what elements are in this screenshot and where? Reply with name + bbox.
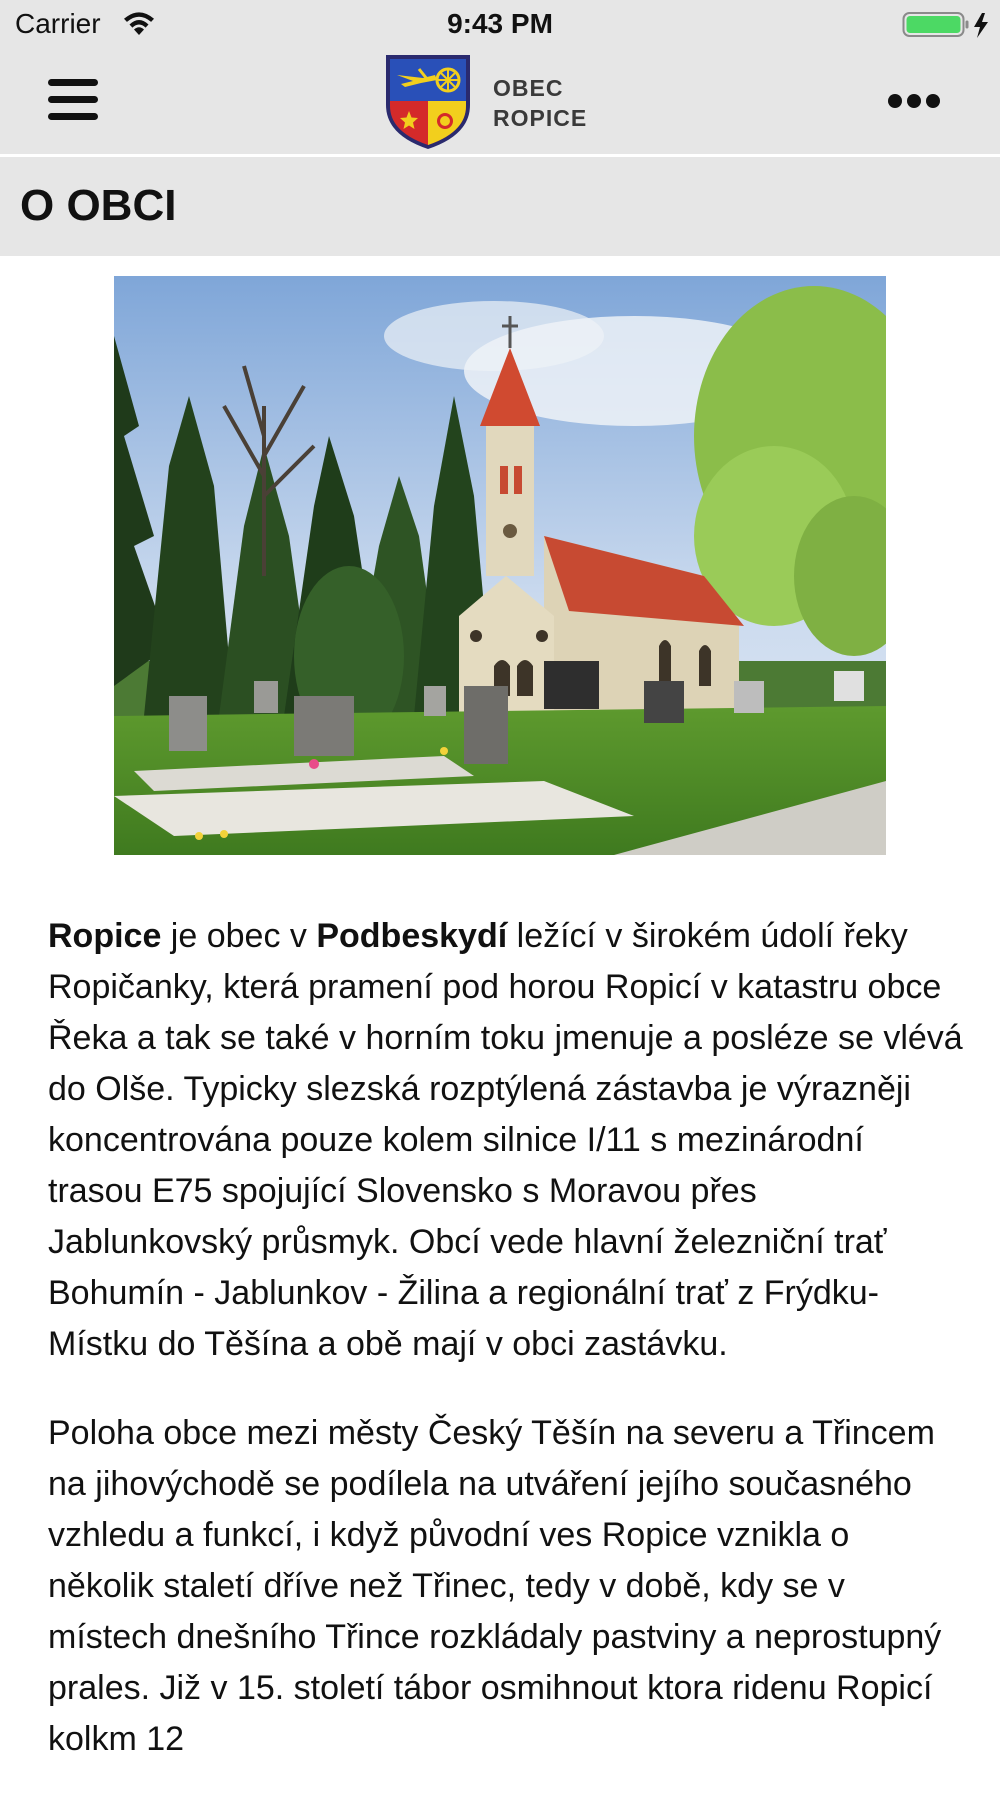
carrier-label: Carrier xyxy=(15,8,101,39)
battery-icon xyxy=(902,10,992,40)
article-p1-span-0: Ropice xyxy=(48,917,162,955)
logo-text xyxy=(493,73,587,133)
app-header xyxy=(0,50,1000,157)
church-photo xyxy=(114,276,886,855)
page-title: O OBCI xyxy=(20,181,177,230)
article-p1-span-2: Podbeskydí xyxy=(316,917,508,955)
page-title-bar xyxy=(0,157,1000,256)
article-paragraph-1 xyxy=(48,911,963,1370)
clock-label: 9:43 PM xyxy=(447,8,553,39)
logo-line-1: OBEC xyxy=(493,75,564,101)
more-icon[interactable] xyxy=(884,90,944,112)
article-p1-span-1: je obec v xyxy=(161,917,317,955)
article-p1-span-3: ležící v širokém údolí řeky Ropičanky, která pramení pod horou Ropicí v katastru obce Řeka a tak se také v horním toku jmenuje a posléze se vlévá do Olše. Typicky slezská rozptýlená zástavba je výrazněji koncentrována pouze kolem silnice I/11 s mezinárodní trasou E75 spojující Slovensko s Moravou přes Jablunkovský průsmyk. Obcí vede hlavní železniční trať Bohumín - Jablunkov - Žilina a regionální trať z Frýdku-Místku do Těšína a obě mají v obci zastávku. xyxy=(48,917,963,1363)
article-paragraph-2: Poloha obce mezi městy Český Těšín na severu a Třincem na jihovýchodě se podílela na utváření jejího současného vzhledu a funkcí, i když původní ves Ropice vznikla o několik staletí dříve než Třinec, tedy v době, kdy se v místech dnešního Třince rozkládaly pastviny a neprostupný prales. Již v 15. století tábor osmihnout ktora ridenu Ropicí kolkm 12 xyxy=(48,1414,942,1758)
charging-bolt-icon xyxy=(974,13,988,38)
menu-icon[interactable] xyxy=(44,78,102,122)
status-bar xyxy=(0,0,1000,50)
coat-of-arms-logo[interactable] xyxy=(383,53,473,151)
article-body xyxy=(48,911,963,1803)
logo-line-2: ROPICE xyxy=(493,105,588,131)
